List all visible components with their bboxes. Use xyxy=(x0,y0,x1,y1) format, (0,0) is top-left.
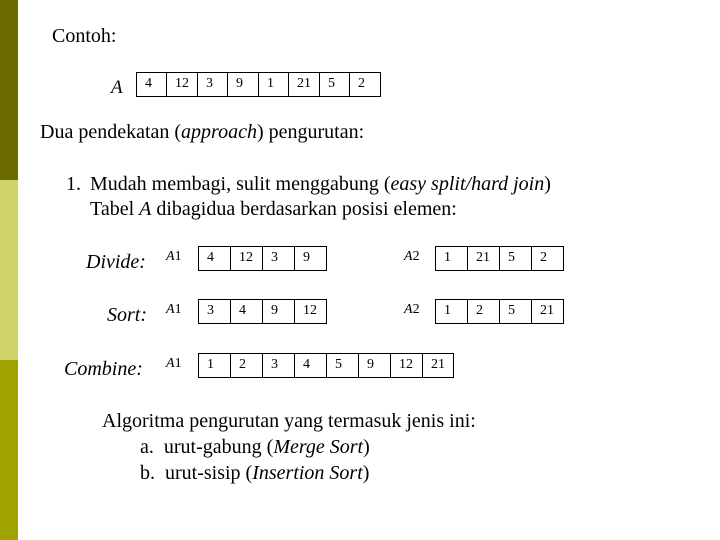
array-cell: 5 xyxy=(500,246,532,271)
sort-left-name xyxy=(166,303,182,317)
combine-letter: A xyxy=(166,356,175,371)
sort-right-array xyxy=(435,299,564,324)
divide-left-letter: A xyxy=(166,249,175,264)
combine-name xyxy=(166,357,182,371)
array-cell: 1 xyxy=(436,246,468,271)
array-cell: 21 xyxy=(423,353,454,378)
combine-label: Combine: xyxy=(64,358,143,380)
sort-right-index: 2 xyxy=(412,302,420,317)
sort-right-letter: A xyxy=(404,302,413,317)
example-label: Contoh: xyxy=(52,25,117,47)
array-cell: 3 xyxy=(199,299,231,324)
array-cell: 2 xyxy=(350,72,381,97)
array-cell: 21 xyxy=(532,299,564,324)
array-cell: 1 xyxy=(436,299,468,324)
array-cell: 2 xyxy=(231,353,263,378)
algorithm-prefix-b: urut-sisip ( xyxy=(165,462,253,484)
array-cell: 9 xyxy=(295,246,327,271)
sort-left-index: 1 xyxy=(174,302,182,317)
sort-left-letter: A xyxy=(166,302,175,317)
array-cell: 4 xyxy=(295,353,327,378)
sort-left-array xyxy=(198,299,327,324)
array-name: A xyxy=(111,77,123,98)
point1-line2-italic: A xyxy=(139,198,152,220)
array-cell: 3 xyxy=(263,353,295,378)
divide-label: Divide: xyxy=(86,251,146,273)
array-cell: 1 xyxy=(259,72,289,97)
array-cell: 21 xyxy=(289,72,320,97)
array-cell: 21 xyxy=(468,246,500,271)
array-cell: 3 xyxy=(198,72,228,97)
intro-suffix: ) pengurutan: xyxy=(256,121,365,143)
point1-line2 xyxy=(90,199,457,219)
algorithm-suffix-b: ) xyxy=(362,462,370,484)
array-cell: 4 xyxy=(199,246,231,271)
point1-line2-suffix: dibagidua berdasarkan posisi elemen: xyxy=(151,198,457,220)
divide-right-index: 2 xyxy=(412,249,420,264)
array-cell: 3 xyxy=(263,246,295,271)
intro-prefix: Dua pendekatan ( xyxy=(40,121,182,143)
intro-line xyxy=(40,122,364,142)
side-bar-top xyxy=(0,0,18,180)
algorithm-marker-a: a. xyxy=(140,436,154,458)
algorithm-item-b xyxy=(140,463,369,483)
array-cell: 12 xyxy=(295,299,327,324)
array-a xyxy=(136,72,381,97)
point1-line1 xyxy=(90,174,551,194)
divide-left-name xyxy=(166,250,182,264)
point1-line1-italic: easy split/hard join xyxy=(390,173,545,195)
array-cell: 9 xyxy=(228,72,259,97)
array-cell: 2 xyxy=(468,299,500,324)
algorithm-prefix-a: urut-gabung ( xyxy=(163,436,274,458)
combine-array xyxy=(198,353,454,378)
array-cell: 9 xyxy=(359,353,391,378)
array-cell: 12 xyxy=(231,246,263,271)
point1-line2-prefix: Tabel xyxy=(90,198,140,220)
point1-number: 1. xyxy=(66,173,81,195)
array-cell: 2 xyxy=(532,246,564,271)
combine-index: 1 xyxy=(174,356,182,371)
side-bar-middle xyxy=(0,180,18,360)
sort-right-name xyxy=(404,303,420,317)
array-cell: 12 xyxy=(167,72,198,97)
algorithm-italic-a: Merge Sort xyxy=(273,436,364,458)
array-cell: 1 xyxy=(199,353,231,378)
divide-right-letter: A xyxy=(404,249,413,264)
point1-line1-prefix: Mudah membagi, sulit menggabung ( xyxy=(90,173,391,195)
intro-italic: approach xyxy=(181,121,257,143)
divide-right-name xyxy=(404,250,420,264)
array-cell: 5 xyxy=(500,299,532,324)
divide-right-array xyxy=(435,246,564,271)
algorithm-marker-b: b. xyxy=(140,462,155,484)
side-bar-bottom xyxy=(0,360,18,540)
array-cell: 12 xyxy=(391,353,423,378)
divide-left-index: 1 xyxy=(174,249,182,264)
point1-line1-suffix: ) xyxy=(544,173,551,195)
array-cell: 4 xyxy=(231,299,263,324)
algorithms-heading: Algoritma pengurutan yang termasuk jenis ini: xyxy=(102,410,476,432)
algorithm-suffix-a: ) xyxy=(363,436,370,458)
divide-left-array xyxy=(198,246,327,271)
array-cell: 5 xyxy=(320,72,350,97)
algorithm-italic-b: Insertion Sort xyxy=(252,462,363,484)
array-cell: 5 xyxy=(327,353,359,378)
array-cell: 4 xyxy=(137,72,167,97)
sort-label: Sort: xyxy=(107,304,147,326)
array-cell: 9 xyxy=(263,299,295,324)
algorithm-item-a xyxy=(140,437,370,457)
